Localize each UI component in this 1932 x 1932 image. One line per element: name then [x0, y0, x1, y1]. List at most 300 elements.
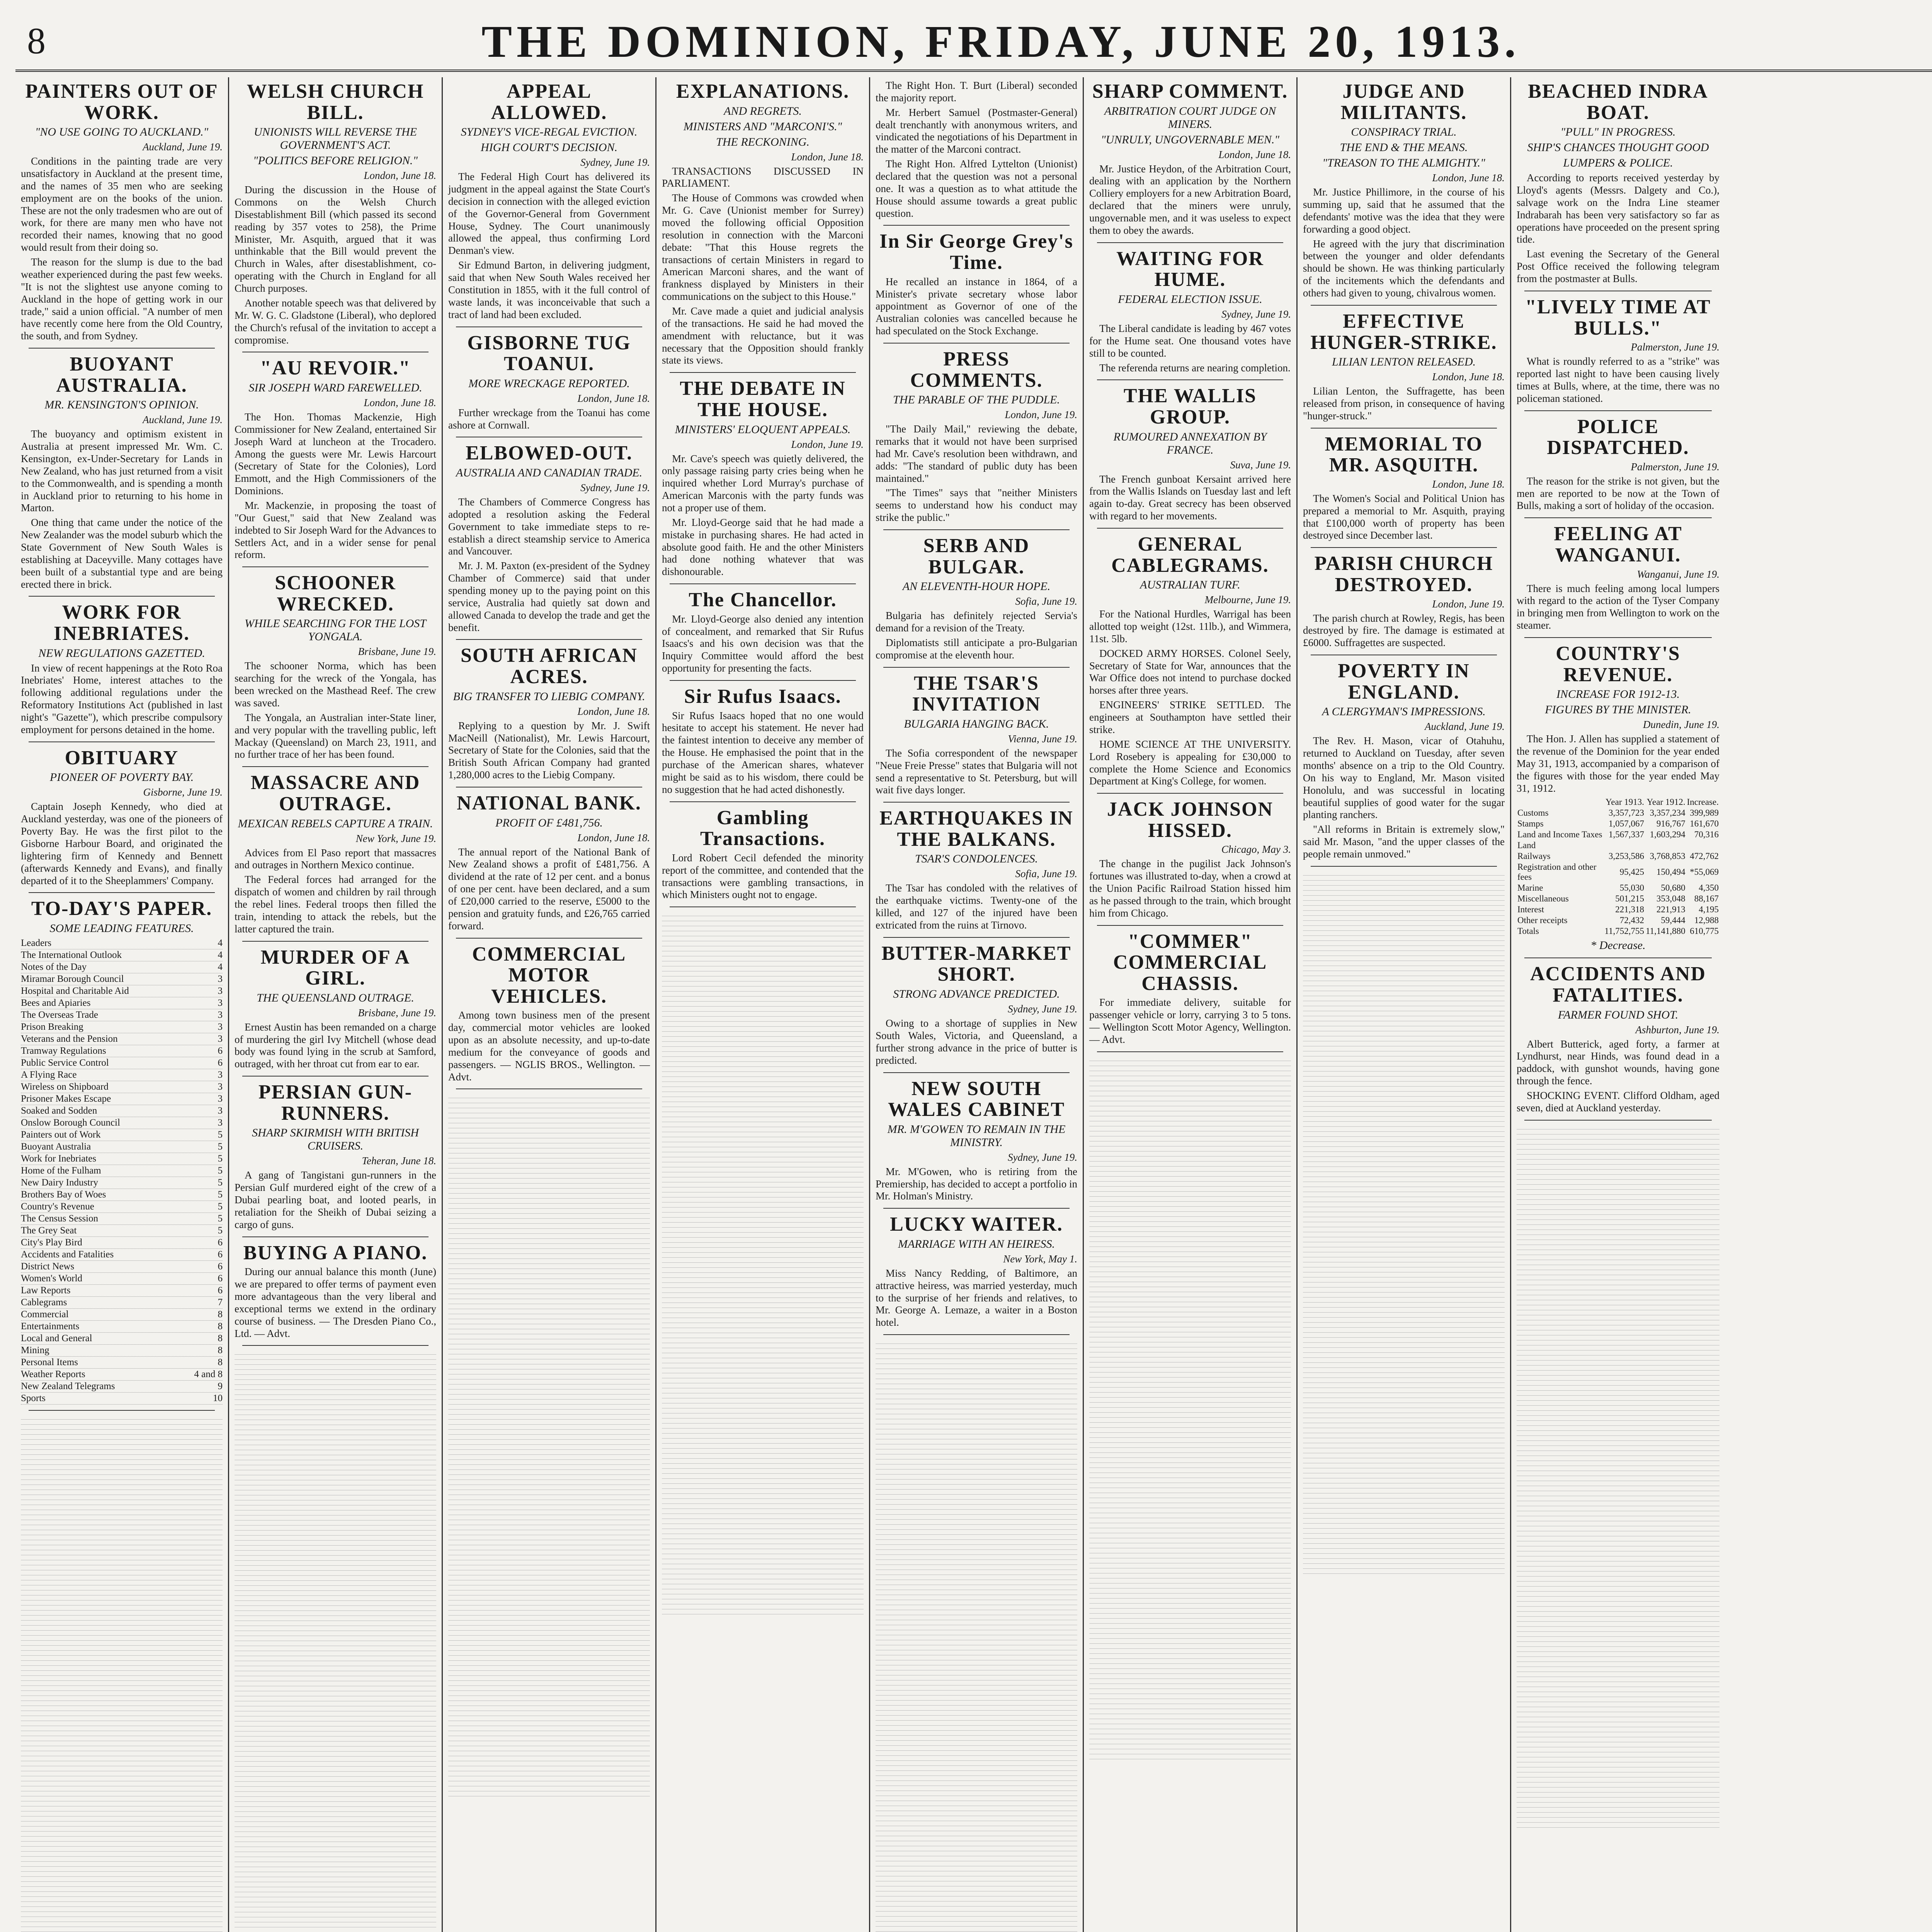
print-line [21, 1768, 223, 1771]
paragraph: The Yongala, an Australian inter-State liner, and very popular with the travelling public, left Mackay (Queensland) on March 23, 1911, and no further trace of her has been found. [235, 711, 436, 760]
print-line [448, 1753, 650, 1756]
print-line [662, 1254, 864, 1258]
print-line [235, 1622, 436, 1626]
print-line [1089, 1449, 1291, 1453]
print-line [21, 1436, 223, 1440]
print-line [235, 1788, 436, 1792]
print-line [1303, 957, 1505, 961]
print-line [1303, 1043, 1505, 1046]
print-line [876, 1355, 1077, 1359]
table-cell: 501,215 [1615, 894, 1644, 904]
print-line [1303, 952, 1505, 956]
index-page: 4 and 8 [194, 1369, 223, 1379]
paragraph: Bulgaria has definitely rejected Servia's demand for a revision of the Treaty. [876, 610, 1077, 634]
print-line [1089, 1675, 1291, 1679]
print-line [1089, 1269, 1291, 1272]
subheading: CONSPIRACY TRIAL. [1351, 126, 1457, 139]
print-line [662, 913, 864, 916]
print-line [1089, 1158, 1291, 1162]
table-header: Increase. [1687, 797, 1719, 807]
print-line [21, 1898, 223, 1902]
subheading: BIG TRANSFER TO LIEBIG COMPANY. [453, 690, 645, 703]
print-line [1089, 1434, 1291, 1438]
dateline: Sydney, June 19. [1008, 1151, 1077, 1163]
paragraph: In view of recent happenings at the Roto Roa Inebriates' Home, interest attaches to the following additional regulations under the Reformatory Institutions Act (published in last night's "Gazette"), which prescribe compulsory employment for persons detained in the home. [21, 662, 223, 735]
print-line [21, 1662, 223, 1666]
paragraph: The Rev. H. Mason, vicar of Otahuhu, returned to Auckland on Tuesday, after seven months' absence on a trip to the Old Country. On his way to England, Mr. Mason visited Honolulu, and was successful in locating beautiful supplies of good water for the sugar planting ranchers. [1303, 735, 1505, 821]
table-total: 11,141,880 [1645, 926, 1685, 936]
index-entry [21, 1213, 223, 1225]
print-line [235, 1874, 436, 1877]
print-line [1089, 1118, 1291, 1121]
print-line [1089, 1530, 1291, 1533]
subheading: FARMER FOUND SHOT. [1558, 1008, 1679, 1021]
print-line [1517, 1407, 1719, 1411]
print-line [662, 988, 864, 992]
print-line [235, 1849, 436, 1852]
print-line [21, 1486, 223, 1490]
print-line [662, 943, 864, 946]
index-page: 8 [218, 1333, 223, 1344]
edition-number: 8 [27, 20, 47, 61]
print-line [876, 1803, 1077, 1806]
print-line [21, 1833, 223, 1837]
table-row [1517, 829, 1719, 840]
print-line [448, 1366, 650, 1369]
print-line [448, 1120, 650, 1123]
print-line [1089, 1590, 1291, 1594]
print-line [1303, 1334, 1505, 1338]
print-line [448, 1376, 650, 1379]
print-line [1517, 1432, 1719, 1436]
table-cell: 399,989 [1690, 808, 1719, 818]
table-cell: 353,048 [1656, 894, 1685, 904]
print-line [876, 1903, 1077, 1906]
print-line [1303, 1239, 1505, 1242]
print-line [1303, 1249, 1505, 1252]
print-line [1303, 1314, 1505, 1318]
print-line [1089, 1535, 1291, 1538]
print-line [448, 1507, 650, 1510]
print-line [1517, 1483, 1719, 1486]
print-line [1303, 1264, 1505, 1267]
print-line [448, 1336, 650, 1339]
print-line [1517, 1442, 1719, 1446]
print-line [662, 1450, 864, 1454]
article-divider [242, 941, 429, 942]
print-line [1089, 1068, 1291, 1071]
print-line [448, 1718, 650, 1721]
paragraph: The schooner Norma, which has been searching for the wreck of the Yongala, has been wrecked on the Masthead Reef. The crew was saved. [235, 660, 436, 709]
print-line [876, 1461, 1077, 1464]
print-line [662, 1274, 864, 1278]
print-line [1517, 1784, 1719, 1787]
print-line [1517, 1558, 1719, 1561]
print-line [448, 1421, 650, 1425]
print-line [1303, 1219, 1505, 1222]
print-line [1089, 1218, 1291, 1222]
headline: COMMERCIAL MOTOR VEHICLES. [472, 943, 626, 1007]
paragraph: Captain Joseph Kennedy, who died at Auckland yesterday, was one of the pioneers of Poverty Bay. He was the first pilot to the Gisborne Harbour Board, and originated the lightering firm of Kennedy and Bennett (afterwards Kennedy and Evans), and finally departed of it to the Sheeplammers' Company. [21, 801, 223, 886]
print-line [21, 1507, 223, 1510]
index-page: 6 [218, 1045, 223, 1056]
print-line [235, 1653, 436, 1656]
print-line [1089, 1500, 1291, 1503]
dateline: London, June 18. [1432, 371, 1505, 383]
dateline: London, June 18. [1432, 172, 1505, 184]
print-line [876, 1657, 1077, 1660]
print-line [1517, 1422, 1719, 1426]
headline: EXPLANATIONS. [676, 80, 850, 102]
print-line [662, 1114, 864, 1117]
print-line [662, 1400, 864, 1403]
article-divider [883, 667, 1070, 668]
index-page: 5 [218, 1165, 223, 1176]
table-cell: Land [1517, 840, 1536, 850]
article [1089, 248, 1291, 381]
print-line [662, 1083, 864, 1087]
dateline: Ashburton, June 19. [1635, 1024, 1719, 1036]
print-line [1517, 1749, 1719, 1752]
paragraph: One thing that came under the notice of the New Zealander was the model suburb which the State Government of New South Wales is establishing at Daceyville. Many cottages have been built of a substantial type and are being erected there in brick. [21, 517, 223, 590]
print-line [448, 1562, 650, 1565]
paragraph: Advices from El Paso report that massacres and outrages in Northern Mexico continue. [235, 847, 436, 871]
table-row [1517, 840, 1719, 851]
paragraph: The Federal High Court has delivered its judgment in the appeal against the State Court's decision in connection with the alleged eviction of the Governor-General from Government House, Sydney. The Court unanimously allowed the appeal, thus confirming Lord Denman's view. [448, 171, 650, 257]
print-line [662, 1104, 864, 1107]
print-line [1517, 1161, 1719, 1165]
print-line [21, 1416, 223, 1420]
print-line [662, 1264, 864, 1268]
print-line [1303, 1138, 1505, 1142]
print-line [1303, 1555, 1505, 1559]
print-line [21, 1642, 223, 1646]
dateline: London, June 19. [791, 438, 864, 450]
print-line [235, 1447, 436, 1450]
print-line [1089, 1505, 1291, 1508]
print-line [662, 1164, 864, 1167]
print-line [1303, 1008, 1505, 1011]
print-line [448, 1733, 650, 1736]
print-line [876, 1762, 1077, 1766]
print-line [662, 1099, 864, 1102]
print-line [1089, 1444, 1291, 1448]
print-line [1089, 1756, 1291, 1759]
print-line [662, 1596, 864, 1599]
print-line [1089, 1746, 1291, 1749]
print-line [662, 1606, 864, 1609]
print-line [1517, 1603, 1719, 1607]
print-line [1089, 1183, 1291, 1187]
print-line [662, 1440, 864, 1444]
dateline: Suva, June 19. [1230, 459, 1291, 471]
print-line [21, 1451, 223, 1455]
print-line [21, 1582, 223, 1585]
print-line [235, 1562, 436, 1566]
print-line [1517, 1563, 1719, 1566]
print-line [1517, 1226, 1719, 1230]
index-page: 10 [213, 1393, 223, 1403]
print-line [21, 1557, 223, 1560]
index-entry [21, 1093, 223, 1105]
print-line [1089, 1299, 1291, 1302]
print-line [1517, 1277, 1719, 1280]
article [662, 378, 864, 584]
print-line [21, 1456, 223, 1460]
print-line [1303, 1189, 1505, 1192]
print-line [662, 968, 864, 971]
print-line [448, 1682, 650, 1686]
print-line [1303, 1143, 1505, 1147]
print-line [448, 1647, 650, 1651]
print-line [1303, 1284, 1505, 1287]
table-row [1517, 883, 1719, 893]
print-line [235, 1512, 436, 1515]
print-line [235, 1909, 436, 1912]
print-line [662, 1018, 864, 1022]
print-line [1517, 1317, 1719, 1320]
print-line [1517, 1447, 1719, 1451]
print-line [21, 1687, 223, 1691]
print-line [235, 1688, 436, 1691]
subheading: "NO USE GOING TO AUCKLAND." [35, 126, 209, 139]
headline: OBITUARY [65, 747, 179, 769]
print-line [1303, 1259, 1505, 1262]
print-line [235, 1678, 436, 1681]
article [1517, 964, 1719, 1120]
print-line [235, 1673, 436, 1676]
print-line [448, 1738, 650, 1741]
print-line [1303, 1168, 1505, 1172]
print-line [1517, 1513, 1719, 1516]
subheading: FEDERAL ELECTION ISSUE. [1118, 293, 1262, 306]
print-line [235, 1813, 436, 1817]
print-line [876, 1592, 1077, 1595]
print-line [1089, 1394, 1291, 1398]
print-line [1517, 1211, 1719, 1215]
print-line [1517, 1673, 1719, 1677]
print-line [1089, 1143, 1291, 1146]
print-line [662, 1094, 864, 1097]
print-line [662, 938, 864, 941]
table-cell: Miscellaneous [1517, 894, 1569, 904]
print-line [235, 1537, 436, 1541]
print-line [876, 1561, 1077, 1565]
print-line [448, 1165, 650, 1168]
paragraph: HOME SCIENCE AT THE UNIVERSITY. Lord Rosebery is appealing for £30,000 to complete the Home Science and Economics Department at King's College, for women. [1089, 738, 1291, 787]
print-line [235, 1658, 436, 1661]
headline: MASSACRE AND OUTRAGE. [250, 772, 420, 815]
print-line [448, 1331, 650, 1334]
print-line [1517, 1327, 1719, 1330]
print-line [662, 1159, 864, 1162]
print-line [448, 1426, 650, 1430]
print-line [662, 918, 864, 921]
print-line [235, 1889, 436, 1892]
article [1303, 553, 1505, 655]
headline: PERSIAN GUN-RUNNERS. [258, 1081, 413, 1124]
print-line [1089, 1188, 1291, 1192]
print-line [876, 1617, 1077, 1620]
print-line [1303, 1199, 1505, 1202]
print-line [1089, 1379, 1291, 1383]
print-line [1089, 1555, 1291, 1558]
print-line [1517, 1538, 1719, 1541]
print-line [1303, 1475, 1505, 1478]
print-line [876, 1536, 1077, 1540]
index-page: 8 [218, 1309, 223, 1320]
print-line [1517, 1312, 1719, 1315]
column-4 [656, 77, 870, 1932]
print-line [1517, 1372, 1719, 1376]
subheading: MINISTERS AND "MARCONI'S." [683, 120, 842, 133]
dateline: Sydney, June 19. [1221, 308, 1291, 320]
print-line [1517, 1392, 1719, 1396]
print-line [1517, 1653, 1719, 1657]
print-line [1303, 1073, 1505, 1077]
article [235, 1243, 436, 1346]
print-line [448, 1492, 650, 1495]
print-line [448, 1466, 650, 1470]
index-page: 6 [218, 1261, 223, 1272]
print-line [1517, 1739, 1719, 1742]
paragraph: Lilian Lenton, the Suffragette, has been released from prison, in consequence of having "hunger-struck." [1303, 385, 1505, 422]
print-line [1517, 1734, 1719, 1737]
print-line [235, 1467, 436, 1470]
print-line [235, 1597, 436, 1601]
print-line [1089, 1726, 1291, 1729]
print-line [21, 1798, 223, 1801]
article [662, 81, 864, 373]
print-line [21, 1778, 223, 1781]
print-line [1303, 1550, 1505, 1554]
print-line [235, 1527, 436, 1531]
index-entry [21, 1369, 223, 1381]
print-line [235, 1507, 436, 1510]
print-line [876, 1772, 1077, 1776]
print-line [1303, 1083, 1505, 1087]
print-line [1517, 1794, 1719, 1798]
print-line [1089, 1565, 1291, 1568]
print-line [1089, 1429, 1291, 1433]
print-line [235, 1738, 436, 1742]
print-line [235, 1401, 436, 1405]
print-line [448, 1527, 650, 1530]
article [21, 81, 223, 349]
table-cell: 916,767 [1656, 819, 1685, 829]
print-line [448, 1517, 650, 1520]
index-entry [21, 961, 223, 973]
print-line [1089, 1560, 1291, 1563]
print-line [662, 973, 864, 976]
subheading: "UNRULY, UNGOVERNABLE MEN." [1101, 133, 1279, 146]
subheading: LILIAN LENTON RELEASED. [1332, 355, 1476, 369]
print-line [1517, 1583, 1719, 1587]
print-line [448, 1461, 650, 1465]
article-divider [670, 372, 856, 373]
index-page: 5 [218, 1225, 223, 1236]
print-line [21, 1918, 223, 1922]
print-line [876, 1541, 1077, 1545]
print-line [662, 1345, 864, 1348]
article-divider [670, 583, 856, 584]
print-line [876, 1777, 1077, 1781]
print-line [662, 1199, 864, 1202]
print-line [1089, 1098, 1291, 1101]
print-line [235, 1502, 436, 1505]
print-line [235, 1437, 436, 1440]
headline: SHARP COMMENT. [1092, 80, 1288, 102]
print-line [21, 1652, 223, 1656]
print-line [1089, 1665, 1291, 1669]
print-line [448, 1110, 650, 1113]
dateline: Palmerston, June 19. [1631, 461, 1719, 473]
subheading: SOME LEADING FEATURES. [49, 922, 194, 935]
table-cell: Customs [1517, 808, 1549, 818]
print-line [1517, 1287, 1719, 1290]
index-entry [21, 1249, 223, 1261]
print-line [876, 1793, 1077, 1796]
dateline: Melbourne, June 19. [1204, 594, 1291, 606]
paragraph: "The Times" says that "neither Ministers seems to understand how his conduct may strike the public." [876, 487, 1077, 524]
print-line [1089, 1736, 1291, 1739]
print-line [662, 1611, 864, 1614]
print-line [1517, 1242, 1719, 1245]
print-line [1517, 1814, 1719, 1818]
article [21, 602, 223, 742]
print-line [448, 1296, 650, 1299]
print-line [662, 1405, 864, 1408]
table-cell: 4,350 [1699, 883, 1719, 893]
print-line [1089, 1716, 1291, 1719]
print-line [876, 1913, 1077, 1917]
article [876, 536, 1077, 668]
headline: THE WALLIS GROUP. [1123, 385, 1257, 428]
print-line [1517, 1417, 1719, 1421]
print-line [1517, 1221, 1719, 1225]
print-line [876, 1521, 1077, 1525]
index-page: 5 [218, 1141, 223, 1152]
print-line [21, 1592, 223, 1595]
print-line [1089, 1198, 1291, 1202]
print-line [662, 1259, 864, 1263]
print-line [448, 1095, 650, 1098]
print-line [448, 1582, 650, 1585]
index-entry [21, 1201, 223, 1213]
print-line [662, 1214, 864, 1218]
index-page: 8 [218, 1357, 223, 1367]
print-line [1089, 1309, 1291, 1312]
print-line [1517, 1176, 1719, 1180]
print-line [876, 1345, 1077, 1349]
table-cell: 3,253,586 [1608, 851, 1644, 861]
print-line [1517, 1458, 1719, 1461]
print-line [1303, 978, 1505, 981]
print-line [448, 1652, 650, 1656]
print-line [1303, 1495, 1505, 1498]
print-line [1517, 1573, 1719, 1577]
article [1089, 534, 1291, 794]
headline: BEACHED INDRA BOAT. [1528, 80, 1708, 124]
print-line [1303, 1374, 1505, 1378]
print-line [662, 1129, 864, 1132]
print-line [1089, 1203, 1291, 1207]
print-line [876, 1798, 1077, 1801]
print-line [21, 1562, 223, 1565]
index-title: Veterans and the Pension [21, 1033, 118, 1044]
headline: POVERTY IN ENGLAND. [1338, 660, 1470, 703]
print-line [876, 1466, 1077, 1469]
